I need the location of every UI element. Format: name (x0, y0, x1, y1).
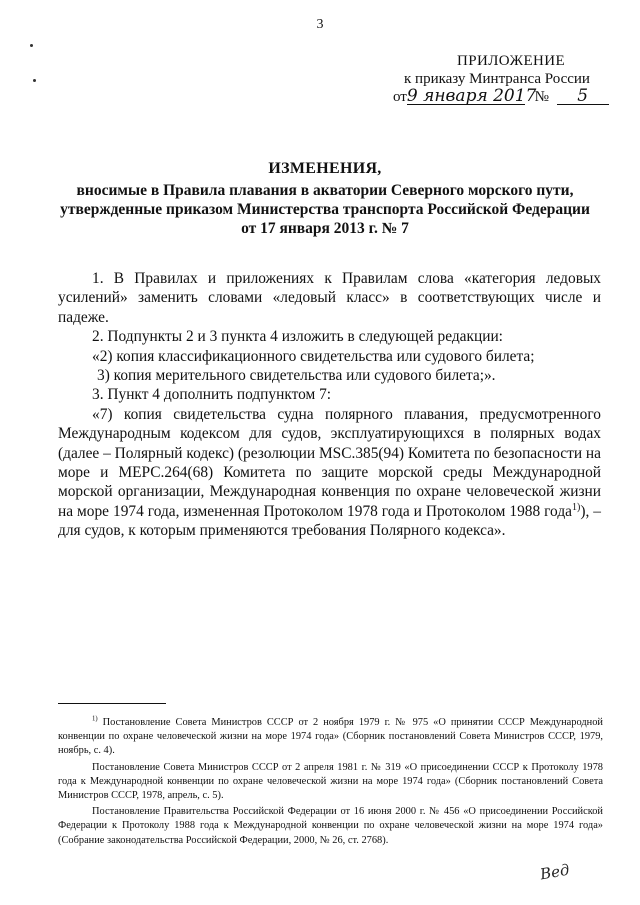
handwritten-number: 5 (557, 89, 609, 105)
handwritten-initials: Вед (538, 860, 571, 884)
page-number: 3 (316, 17, 324, 32)
number-prefix: № (534, 89, 549, 105)
changes-title: ИЗМЕНЕНИЯ, (268, 160, 382, 177)
handwritten-date: 9 января 2017 (406, 86, 537, 106)
footnote-1 (58, 716, 603, 759)
footnote-separator (58, 703, 166, 704)
paragraph-5: 3. Пункт 4 дополнить подпунктом 7: (92, 386, 332, 404)
annex-order-reference: к приказу Минтранса России (404, 71, 590, 87)
footnote-1-text: Постановление Совета Министров СССР от 2 ноября 1979 г. № 975 «О принятии СССР Международной конвенции по охране человеческой жизни на море 1974 года» (Сборник постановлений Совета Министров СССР, 1979, ноябрь, с. 4). (58, 717, 603, 757)
paragraph-2: 2. Подпункты 2 и 3 пункта 4 изложить в следующей редакции: (92, 328, 503, 346)
paragraph-6 (58, 405, 601, 541)
paragraph-4: 3) копия мерительного свидетельства или судового билета;». (97, 367, 496, 385)
date-prefix: от (393, 89, 407, 105)
annex-date-number (393, 88, 609, 106)
footnote-2: Постановление Совета Министров СССР от 2 апреля 1981 г. № 319 «О присоединении СССР к Протоколу 1978 года к Международной конвенции по охране человеческой жизни на море 1974 года» (Сборник постановлений Совета Министров СССР, 1978, апрель, с. 5). (58, 761, 603, 802)
scan-mark (30, 44, 33, 47)
footnote-reference: 1) (571, 501, 581, 513)
changes-subtitle-line: утвержденные приказом Министерства транспорта Российской Федерации (60, 201, 590, 218)
changes-subtitle-line: от 17 января 2013 г. № 7 (241, 220, 409, 237)
changes-subtitle-line: вносимые в Правила плавания в акватории Северного морского пути, (76, 182, 574, 199)
paragraph-3: «2) копия классификационного свидетельства или судового билета; (92, 347, 535, 365)
annex-title: ПРИЛОЖЕНИЕ (457, 53, 566, 69)
footnote-marker: 1) (92, 715, 98, 723)
paragraph-6-text: «7) копия свидетельства судна полярного плавания, предусмотренного Международным кодексом для судов, эксплуатирующихся в полярных водах (далее – Полярный кодекс) (резолюции MSC.385(94) Комитета по безопасности на море и МЕРС.264(68) Комитета по защите морской среды Международной морской организации, Международная конвенция по охране человеческой жизни на море 1974 года, измененная Протоколом 1978 года и Протоколом 1988 года (58, 405, 601, 520)
footnotes (58, 716, 603, 850)
scan-mark (33, 79, 36, 82)
footnote-3: Постановление Правительства Российской Федерации от 16 июня 2000 г. № 456 «О присоединении Российской Федерации к Протоколу 1988 года к Международной конвенции по охране человеческой жизни на море 1974 года» (Собрание законодательства Российской Федерации, 2000, № 26, ст. 2768). (58, 806, 603, 846)
document-body (58, 269, 601, 541)
paragraph-1: 1. В Правилах и приложениях к Правилам слова «категория ледовых усилений» заменить словами «ледовый класс» в соответствующих числе и падеже. (58, 270, 601, 326)
paragraph-6-end: ), – для судов, к которым применяются требования Полярного кодекса». (58, 502, 601, 540)
